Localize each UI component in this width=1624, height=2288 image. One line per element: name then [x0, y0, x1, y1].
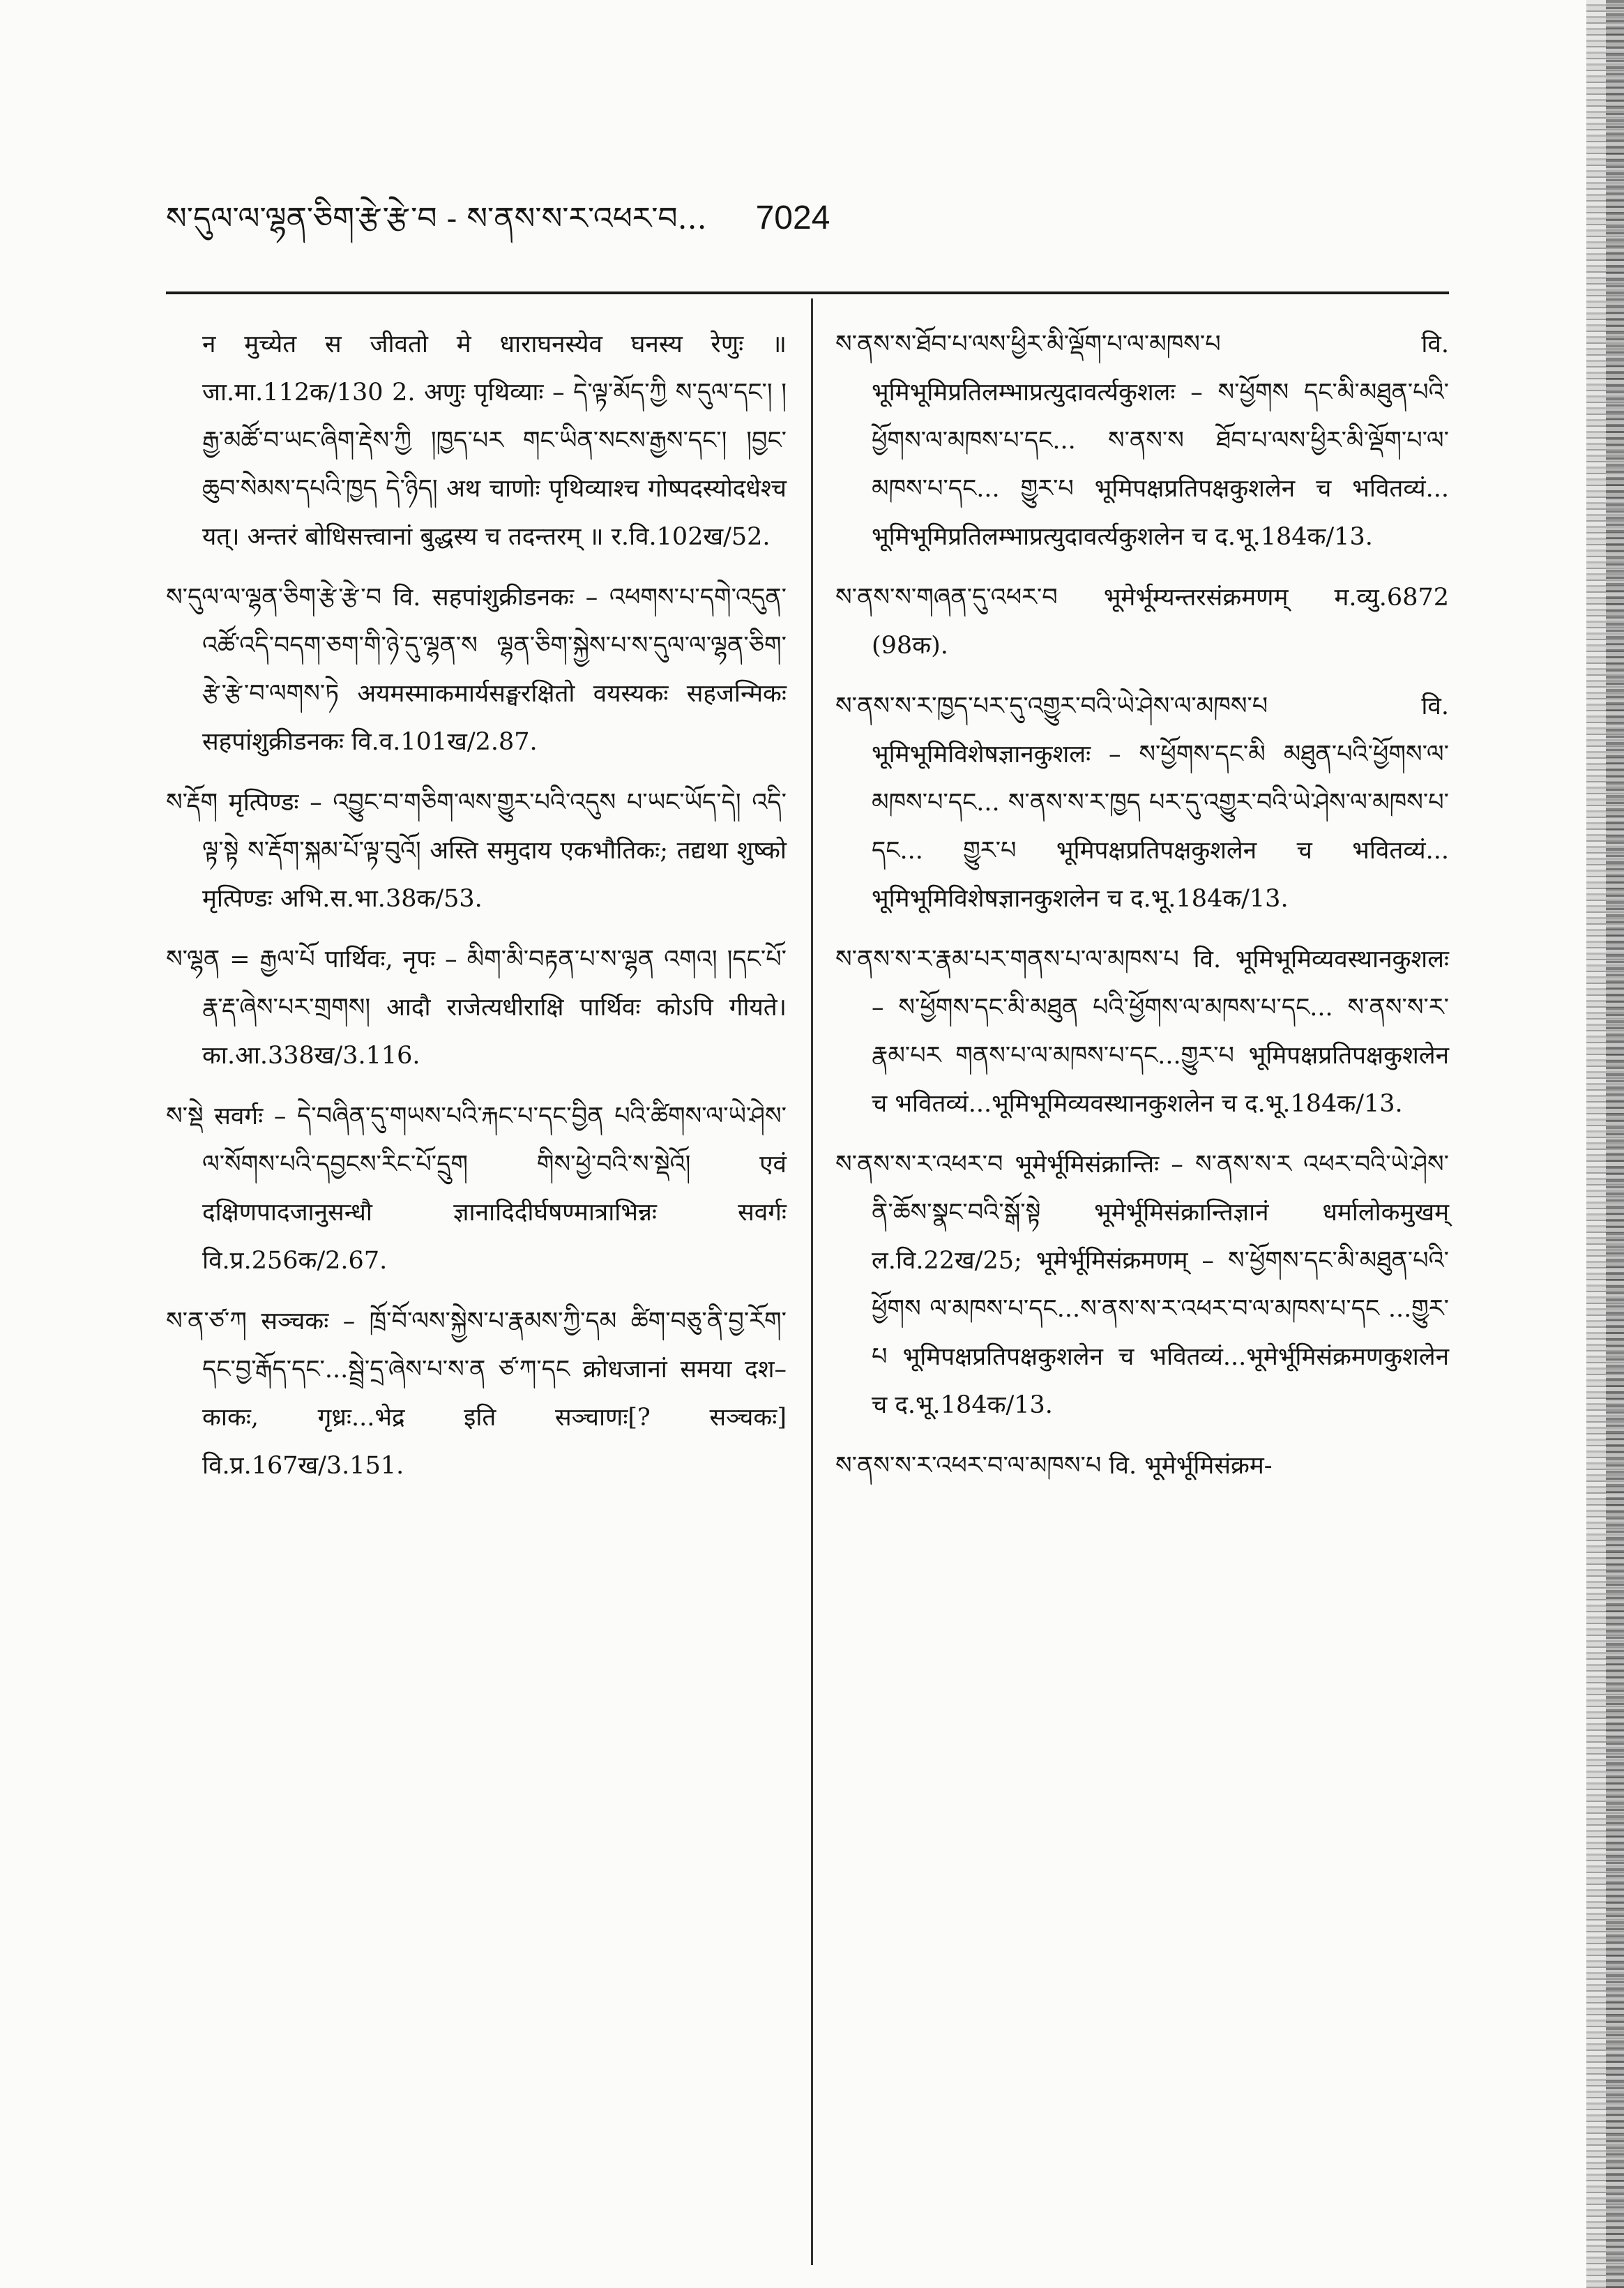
- running-header: [166, 187, 1421, 250]
- right-column: [835, 321, 1449, 1503]
- dictionary-entry: ས་ནས་ས་ར་ཁྱད་པར་དུ་འགྱུར་བའི་ཡེ་ཤེས་ལ་མཁས་པ वि. भूमिभूमिविशेषज्ञानकुशलः – ས་ཕྱོགས་དང་མི མཐུན་པའི་ཕྱོགས་ལ་མཁས་པ་དང... ས་ནས་ས་ར་ཁྱད པར་དུ་འགྱུར་བའི་ཡེ་ཤེས་ལ་མཁས་པ་དང... གྱུར་པ भूमिपक्षप्रतिपक्षकुशलेन च भवितव्यं... भूमिभूमिविशेषज्ञानकुशलेन च द.भू.184क/13.: [835, 692, 1449, 913]
- dictionary-entry: ས་ན་ཙ་ཀ सञ्चकः – ཁྲོ་བོ་ལས་སྐྱེས་པ་རྣམས་ཀྱི་དམ ཚིག་བཅུ་ནི་བྱ་རོག་དང་བྱ་རྒོད་དང་...སྦྲེ་དྲ་ཞེས་པ་ས་ན ཙ་ཀ་དང क्रोधजानां समया दश–काकः, गृध्रः...भेद्र इति सञ्चाणः[? सञ्चकः] वि.प्र.167ख/3.151.: [166, 1308, 787, 1480]
- dictionary-entry: ས་སྡེ सवर्गः – དེ་བཞིན་དུ་གཡས་པའི་རྐང་པ་དང་བྱིན པའི་ཚིགས་ལ་ཡེ་ཤེས་ལ་སོགས་པའི་དབྱངས་རིང་པོ་དྲུག གིས་ཕྱེ་བའི་ས་སྡེའོ། एवं दक्षिणपादजानुसन्धौ ज्ञानादिदीर्घषण्मात्राभिन्नः सवर्गः वि.प्र.256क/2.67.: [166, 1103, 787, 1275]
- dictionary-entry: ས་དུལ་ལ་ལྷན་ཅིག་རྩེ་རྩེ་བ वि. सहपांशुक्रीडनकः – འཕགས་པ་དགེ་འདུན་འཚོ་འདི་བདག་ཅག་གི་ཉེ་དུ་ལྷན་ས ལྷན་ཅིག་སྐྱེས་པ་ས་དུལ་ལ་ལྷན་ཅིག་རྩེ་རྩེ་བ་ལགས་ཏེ अयमस्माकमार्यसङ्घरक्षितो वयस्यकः सहजन्मिकः सहपांशुक्रीडनकः वि.व.101ख/2.87.: [166, 584, 787, 756]
- dictionary-entry: ས་ནས་ས་གཞན་དུ་འཕར་བ भूमेर्भूम्यन्तरसंक्रमणम् म.व्यु.6872 (98क).: [835, 584, 1449, 660]
- dictionary-entry: ས་ནས་ས་ར་འཕར་བ་ལ་མཁས་པ वि. भूमेर्भूमिसंक्रम-: [835, 1452, 1273, 1480]
- dictionary-entry: ས་ནས་ས་ར་འཕར་བ भूमेर्भूमिसंक्रान्तिः – ས་ནས་ས་ར འཕར་བའི་ཡེ་ཤེས་ནི་ཆོས་སྣང་བའི་སྒོ་སྟེ भूमेर्भूमिसंक्रान्तिज्ञानं धर्मालोकमुखम् ल.वि.22ख/25; भूमेर्भूमिसंक्रमणम् – ས་ཕྱོགས་དང་མི་མཐུན་པའི་ཕྱོགས ལ་མཁས་པ་དང...ས་ནས་ས་ར་འཕར་བ་ལ་མཁས་པ་དང ...གྱུར་པ भूमिपक्षप्रतिपक्षकुशलेन च भवितव्यं...भूमेर्भूमिसंक्रमणकुशलेन च द.भू.184क/13.: [835, 1151, 1449, 1419]
- page-number: 7024: [755, 199, 830, 236]
- scan-edge-dark: [1606, 0, 1624, 2288]
- header-rule: [166, 291, 1449, 294]
- column-divider: [811, 298, 813, 2265]
- dictionary-entry: ས་ནས་ས་ར་རྣམ་པར་གནས་པ་ལ་མཁས་པ वि. भूमिभूमिव्यवस्थानकुशलः – ས་ཕྱོགས་དང་མི་མཐུན པའི་ཕྱོགས་ལ་མཁས་པ་དང... ས་ནས་ས་ར་རྣམ་པར གནས་པ་ལ་མཁས་པ་དང...གྱུར་པ भूमिपक्षप्रतिपक्षकुशलेन च भवितव्यं...भूमिभूमिव्यवस्थानकुशलेन च द.भू.184क/13.: [835, 946, 1449, 1118]
- entry-continuation: न मुच्येत स जीवतो मे धाराघनस्येव घनस्य रेणुः ॥ जा.मा.112क/130 2. अणुः पृथिव्याः – དེ་ལྟ་མོད་ཀྱི ས་དུལ་དང་། །རྒྱ་མཚོ་བ་ཡང་ཞིག་རྡེས་ཀྱི །ཁྱད་པར གང་ཡིན་སངས་རྒྱས་དང་། །བྱང་ཆུབ་སེམས་དཔའི་ཁྱད དེ་ཉིད། अथ चाणोः पृथिव्याश्च गोष्पदस्योदधेश्च यत्। अन्तरं बोधिसत्त्वानां बुद्धस्य च तदन्तरम् ॥ र.वि.102ख/52.: [202, 331, 787, 551]
- left-column: [166, 321, 787, 1503]
- dictionary-entry: ས་རྡོག मृत्पिण्डः – འབྱུང་བ་གཅིག་ལས་གྱུར་པའི་འདུས པ་ཡང་ཡོད་དེ། འདི་ལྟ་སྟེ ས་རྡོག་སྐམ་པོ་ལྟ་བུའོ། अस्ति समुदाय एकभौतिकः; तद्यथा शुष्को मृत्पिण्डः अभि.स.भा.38क/53.: [166, 789, 787, 913]
- dictionary-entry: ས་ལྷན = རྒྱལ་པོ पार्थिवः, नृपः – མིག་མི་བརྟན་པ་ས་ལྷན འགའ། །དང་པོ་རྣ་རྡ་ཞེས་པར་གྲགས། आदौ राजेत्यधीराक्षि पार्थिवः कोऽपि गीयते। का.आ.338ख/3.116.: [166, 946, 787, 1070]
- dictionary-entry: ས་ནས་ས་ཐོབ་པ་ལས་ཕྱིར་མི་ལྡོག་པ་ལ་མཁས་པ वि. भूमिभूमिप्रतिलम्भाप्रत्युदावर्त्यकुशलः – ས་ཕྱོགས དང་མི་མཐུན་པའི་ཕྱོགས་ལ་མཁས་པ་དང... ས་ནས་ས ཐོབ་པ་ལས་ཕྱིར་མི་ལྡོག་པ་ལ་མཁས་པ་དང... གྱུར་པ भूमिपक्षप्रतिपक्षकुशलेन च भवितव्यं... भूमिभूमिप्रतिलम्भाप्रत्युदावर्त्यकुशलेन च द.भू.184क/13.: [835, 331, 1449, 551]
- header-title: ས་དུལ་ལ་ལྷན་ཅིག་རྩེ་རྩེ་བ - ས་ནས་ས་ར་འཕར་བ...: [166, 201, 707, 236]
